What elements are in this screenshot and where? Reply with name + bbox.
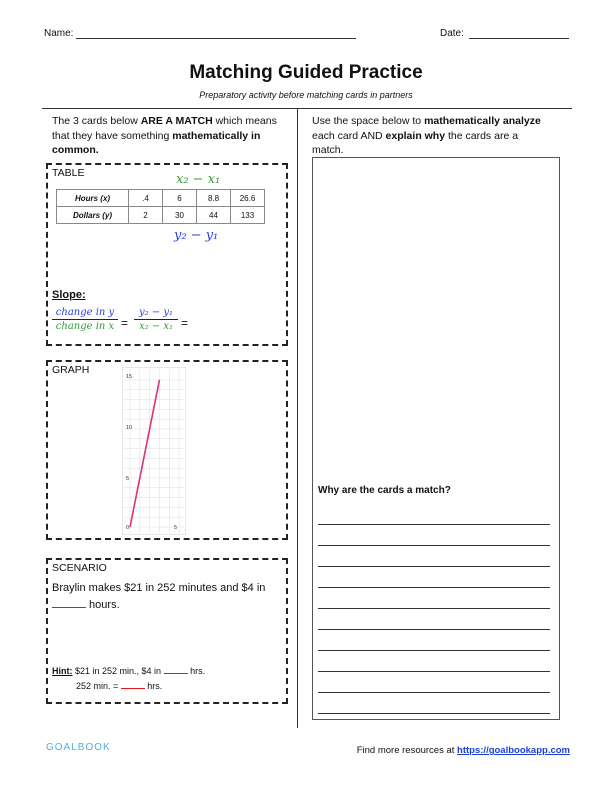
footer-link[interactable]: https://goalbookapp.com bbox=[457, 745, 570, 756]
table-row bbox=[57, 207, 265, 224]
footer-text bbox=[357, 745, 570, 756]
answer-line[interactable] bbox=[318, 566, 550, 567]
table-cell: 6 bbox=[163, 190, 197, 207]
right-intro-text: Use the space below to bbox=[312, 115, 425, 127]
table-cell: .4 bbox=[129, 190, 163, 207]
x-difference-label: x₂ − x₁ bbox=[176, 172, 221, 187]
equals-sign: = bbox=[121, 316, 129, 330]
scenario-blank[interactable] bbox=[52, 607, 86, 608]
answer-line[interactable] bbox=[318, 650, 550, 651]
table-cell: 30 bbox=[163, 207, 197, 224]
table-card-label: TABLE bbox=[52, 167, 85, 179]
x-tick-label: 0 bbox=[126, 525, 130, 531]
fraction-denominator: x₂ − x₁ bbox=[138, 321, 174, 332]
answer-line[interactable] bbox=[318, 692, 550, 693]
data-table bbox=[56, 189, 265, 224]
graph-card bbox=[46, 360, 288, 540]
table-cell: 44 bbox=[197, 207, 231, 224]
fraction-denominator: change in x bbox=[55, 321, 115, 332]
date-label: Date: bbox=[440, 28, 464, 39]
answer-line[interactable] bbox=[318, 671, 550, 672]
answer-line[interactable] bbox=[318, 545, 550, 546]
name-field[interactable] bbox=[76, 38, 356, 39]
vertical-divider bbox=[297, 108, 298, 728]
scenario-sentence: Braylin makes $21 in 252 minutes and $4 in bbox=[52, 582, 266, 594]
footer-label: Find more resources at bbox=[356, 745, 458, 756]
right-intro-bold-explain: explain why bbox=[385, 129, 446, 142]
y-tick-label: 5 bbox=[126, 476, 130, 482]
name-label: Name: bbox=[44, 28, 74, 39]
scenario-card-label: SCENARIO bbox=[52, 562, 107, 574]
date-field[interactable] bbox=[469, 38, 569, 39]
fraction-numerator: y₂ − y₁ bbox=[134, 307, 178, 320]
answer-line[interactable] bbox=[318, 587, 550, 588]
page-subtitle: Preparatory activity before matching cards in partners bbox=[199, 90, 413, 100]
slope-label: Slope: bbox=[52, 289, 86, 301]
left-intro-bold-common: mathematically in common. bbox=[52, 129, 261, 156]
goalbook-logo: GOALBOOK bbox=[46, 742, 111, 753]
hint-text: $21 in 252 min., $4 in bbox=[72, 666, 164, 676]
fraction-numerator: change in y bbox=[52, 307, 118, 320]
hint-text-end: hrs. bbox=[187, 666, 206, 676]
hint-text-2-end: hrs. bbox=[144, 681, 163, 691]
right-intro bbox=[312, 114, 542, 158]
scenario-sentence-end: hours. bbox=[86, 599, 120, 611]
equals-sign: = bbox=[181, 316, 189, 330]
answer-line[interactable] bbox=[318, 608, 550, 609]
slope-fraction-symbols bbox=[134, 307, 178, 332]
hint-blank[interactable] bbox=[121, 688, 145, 689]
horizontal-divider bbox=[42, 108, 572, 109]
page-title: Matching Guided Practice bbox=[189, 62, 423, 83]
hint-blank[interactable] bbox=[164, 673, 188, 674]
table-cell: 133 bbox=[231, 207, 265, 224]
hint-text-2: 252 min. = bbox=[76, 681, 121, 691]
graph-card-label: GRAPH bbox=[52, 364, 90, 376]
y-tick-label: 15 bbox=[126, 374, 133, 380]
hint-label: Hint: bbox=[52, 666, 73, 676]
name-date-row bbox=[44, 28, 574, 42]
slope-fraction-words bbox=[52, 307, 118, 332]
right-intro-text-2: each card AND bbox=[312, 129, 386, 142]
answer-line[interactable] bbox=[318, 524, 550, 525]
x-tick-label: 5 bbox=[174, 525, 178, 531]
answer-line[interactable] bbox=[318, 629, 550, 630]
left-intro-bold-match: ARE A MATCH bbox=[140, 115, 213, 127]
y-difference-label: y₂ − y₁ bbox=[174, 228, 219, 243]
hint-block bbox=[52, 664, 286, 694]
scenario-text bbox=[52, 580, 286, 614]
analysis-box[interactable] bbox=[312, 157, 560, 720]
left-intro bbox=[52, 114, 282, 158]
right-intro-text-3: the cards are a match. bbox=[312, 129, 519, 156]
table-row bbox=[57, 190, 265, 207]
why-match-label: Why are the cards a match? bbox=[318, 485, 451, 496]
table-card bbox=[46, 163, 288, 346]
scenario-card bbox=[46, 558, 288, 704]
table-cell: 26.6 bbox=[231, 190, 265, 207]
plot-area bbox=[122, 367, 186, 535]
table-cell: 8.8 bbox=[197, 190, 231, 207]
left-intro-text-2: which means that they have something bbox=[52, 115, 277, 142]
graph-plot bbox=[122, 367, 186, 535]
answer-line[interactable] bbox=[318, 713, 550, 714]
left-intro-text: The 3 cards below bbox=[52, 115, 141, 127]
table-row-header: Dollars (y) bbox=[57, 207, 129, 224]
table-row-header: Hours (x) bbox=[57, 190, 129, 207]
y-tick-label: 10 bbox=[126, 425, 133, 431]
table-cell: 2 bbox=[129, 207, 163, 224]
right-intro-bold-analyze: mathematically analyze bbox=[424, 115, 541, 127]
